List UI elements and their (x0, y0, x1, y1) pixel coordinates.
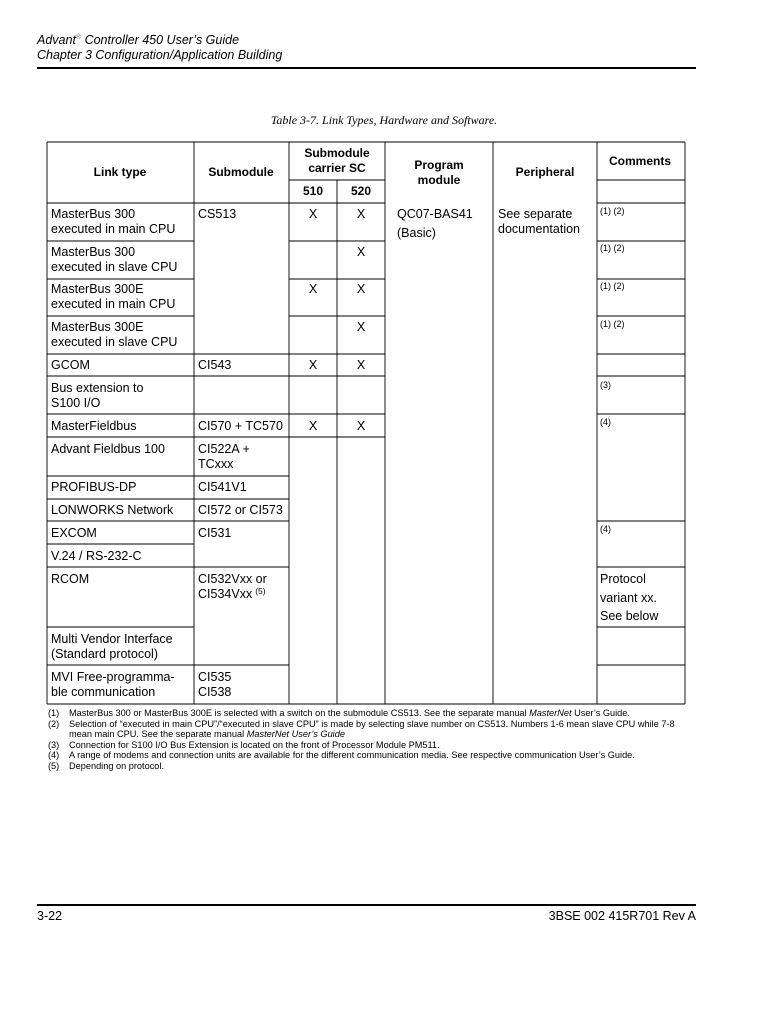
link-type-6b: S100 I/O (51, 396, 101, 410)
mark-520-row2: X (356, 245, 366, 259)
header-program-line2: module (417, 173, 461, 187)
page-number: 3-22 (37, 909, 63, 923)
header-link-type: Link type (93, 165, 147, 179)
comment-excom: (4) (600, 524, 611, 534)
mark-510-row3: X (308, 282, 318, 296)
comment-protocol-1: Protocol (600, 572, 646, 586)
link-type-4b: executed in slave CPU (51, 335, 178, 349)
submodule-ci541v1: CI541V1 (198, 480, 247, 494)
header-carrier-line1: Submodule (304, 146, 370, 160)
footnote-1: (1) MasterBus 300 or MasterBus 300E is selected with a switch on the submodule CS513. See the separate manual MasterNet User’s Guide. (48, 708, 630, 718)
link-type-14a: Multi Vendor Interface (51, 632, 173, 646)
footnote-2: (2) Selection of “executed in main CPU”/“executed in slave CPU” is made by selecting slave number on CS513. Numbers 1-6 mean slave CPU while 7-8 mean main CPU. See the separate manual MasterNet User’s Guide (48, 718, 675, 740)
footnotes (48, 708, 688, 772)
link-type-1b: executed in main CPU (51, 222, 176, 236)
link-type-3a: MasterBus 300E (51, 282, 144, 296)
link-type-8: Advant Fieldbus 100 (51, 442, 165, 456)
submodule-ci522a-1: CI522A + (198, 442, 250, 456)
peripheral-line2: documentation (498, 222, 581, 236)
submodule-ci538: CI538 (198, 685, 232, 699)
comment-protocol-3: See below (600, 609, 659, 623)
table-caption: Table 3-7. Link Types, Hardware and Software. (270, 113, 498, 127)
registered-mark: ® (75, 34, 82, 41)
header-submodule: Submodule (208, 165, 274, 179)
link-type-12: V.24 / RS-232-C (51, 549, 142, 563)
mark-510-masterfieldbus: X (308, 419, 318, 433)
header-comments: Comments (608, 154, 672, 168)
document-id: 3BSE 002 415R701 Rev A (548, 909, 696, 923)
link-type-9: PROFIBUS-DP (51, 480, 137, 494)
mark-510-gcom: X (308, 358, 318, 372)
mark-520-row4: X (356, 320, 366, 334)
link-type-11: EXCOM (51, 526, 97, 540)
peripheral-line1: See separate (498, 207, 573, 221)
link-type-3b: executed in main CPU (51, 297, 176, 311)
submodule-ci532-1: CI532Vxx or (198, 572, 267, 586)
footer-rule (37, 904, 696, 906)
submodule-ci543: CI543 (198, 358, 232, 372)
header-program-line1: Program (414, 158, 464, 172)
link-type-15a: MVI Free-programma- (51, 670, 175, 684)
comment-bus-extension: (3) (600, 380, 611, 390)
link-type-15b: ble communication (51, 685, 156, 699)
mark-510-row1: X (308, 207, 318, 221)
link-type-14b: (Standard protocol) (51, 647, 159, 661)
comment-protocol-2: variant xx. (600, 591, 657, 605)
submodule-cs513: CS513 (198, 207, 237, 221)
submodule-ci535: CI535 (198, 670, 232, 684)
program-module-variant: (Basic) (397, 226, 436, 240)
mark-520-masterfieldbus: X (356, 419, 366, 433)
submodule-ci531: CI531 (198, 526, 232, 540)
header-510: 510 (302, 184, 324, 198)
mark-520-gcom: X (356, 358, 366, 372)
comment-row2: (1) (2) (600, 243, 625, 253)
comment-row3: (1) (2) (600, 281, 625, 291)
link-type-5: GCOM (51, 358, 90, 372)
footnote-5: (5) Depending on protocol. (48, 760, 165, 771)
link-type-4a: MasterBus 300E (51, 320, 144, 334)
link-type-2a: MasterBus 300 (51, 245, 136, 259)
manual-title: Advant® Controller 450 User’s Guide (37, 33, 240, 48)
footnote-4: (4) A range of modems and connection units are available for the different communication media. See respective communication User’s Guide. (48, 750, 635, 761)
link-type-7: MasterFieldbus (51, 419, 137, 433)
comment-row1: (1) (2) (600, 206, 625, 216)
header-peripheral: Peripheral (515, 165, 575, 179)
mark-520-row3: X (356, 282, 366, 296)
comment-masterfieldbus: (4) (600, 417, 611, 427)
footnote-3: (3) Connection for S100 I/O Bus Extension is located on the front of Processor Module PM511. (48, 739, 440, 750)
program-module-name: QC07-BAS41 (397, 207, 473, 221)
link-type-6a: Bus extension to (51, 381, 144, 395)
mark-520-row1: X (356, 207, 366, 221)
link-type-2b: executed in slave CPU (51, 260, 178, 274)
link-type-10: LONWORKS Network (51, 503, 174, 517)
submodule-footnote-5: (5) (255, 586, 266, 596)
submodule-ci572: CI572 or CI573 (198, 503, 283, 517)
chapter-title: Chapter 3 Configuration/Application Building (37, 48, 283, 63)
submodule-ci522a-2: TCxxx (198, 457, 234, 471)
submodule-ci570: CI570 + TC570 (198, 419, 283, 433)
comment-row4: (1) (2) (600, 319, 625, 329)
header-carrier-line2: carrier SC (308, 161, 366, 175)
link-type-13: RCOM (51, 572, 90, 586)
link-type-1a: MasterBus 300 (51, 207, 136, 221)
header-520: 520 (350, 184, 372, 198)
submodule-ci532-2: CI534Vxx $^{(5)}$ (198, 586, 266, 601)
